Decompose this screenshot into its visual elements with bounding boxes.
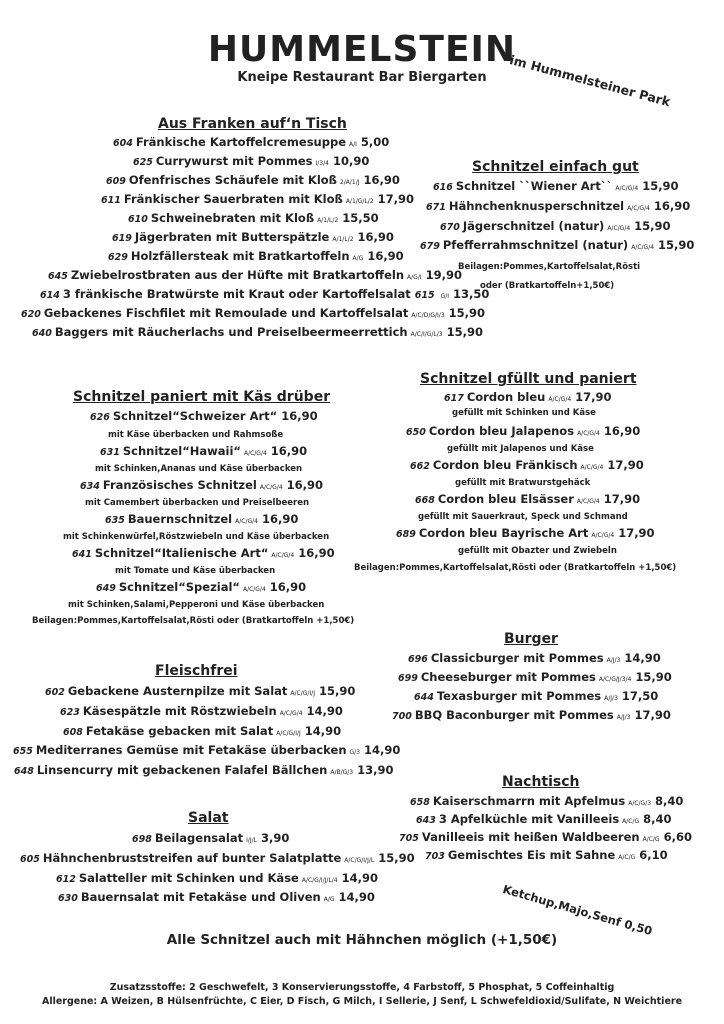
menu-item: 609 Ofenfrisches Schäufele mit Kloß 2/A/1/J 16,90	[106, 173, 400, 187]
section-heading-burger: Burger	[504, 631, 558, 647]
menu-item: 605 Hähnchenbruststreifen auf bunter Salatplatte A/C/G/I/J/L 15,90	[20, 851, 415, 865]
menu-item: 635 Bauernschnitzel A/C/G/4 16,90	[105, 512, 299, 526]
section-heading-einfach: Schnitzel einfach gut	[472, 159, 639, 175]
menu-item: 698 Beilagensalat I/J/L 3,90	[132, 831, 290, 845]
item-description: mit Schinken,Ananas und Käse überbacken	[95, 464, 303, 474]
menu-item: 658 Kaiserschmarrn mit Apfelmus A/C/G/3 8,40	[410, 794, 684, 808]
menu-item: 610 Schweinebraten mit Kloß A/1/L/2 15,50	[128, 211, 379, 225]
item-description: gefüllt mit Jalapenos und Käse	[447, 444, 594, 454]
restaurant-title: HUMMELSTEIN	[207, 29, 517, 70]
item-description: mit Schinkenwürfel,Röstzwiebeln und Käse überbacken	[63, 532, 330, 542]
menu-item: 703 Gemischtes Eis mit Sahne A/C/G 6,10	[425, 848, 668, 862]
section-heading-paniert: Schnitzel paniert mit Käs drüber	[73, 389, 331, 405]
menu-item: 640 Baggers mit Räucherlachs und Preiselbeermeerrettich A/C/I/G/L/3 15,90	[32, 325, 483, 339]
menu-item: 625 Currywurst mit Pommes I/3/4 10,90	[133, 154, 370, 168]
menu-item: 662 Cordon bleu Fränkisch A/C/G/4 17,90	[410, 458, 644, 472]
menu-item: 679 Pfefferrahmschnitzel (natur) A/C/G/4 15,90	[420, 238, 695, 252]
menu-item: 630 Bauernsalat mit Fetakäse und Oliven A/G 14,90	[58, 890, 375, 904]
side-dishes-note: Beilagen:Pommes,Kartoffelsalat,Rösti oder (Bratkartoffeln +1,50€)	[354, 563, 677, 573]
slogan: im Hummelsteiner Park	[508, 52, 673, 110]
section-heading-salat: Salat	[188, 810, 229, 826]
menu-item: 629 Holzfällersteak mit Bratkartoffeln A/G 16,90	[108, 249, 404, 263]
menu-item: 614 3 fränkische Bratwürste mit Kraut oder Kartoffelsalat 615 G/I 13,50	[40, 287, 490, 301]
chicken-option-note: Alle Schnitzel auch mit Hähnchen möglich (+1,50€)	[166, 932, 558, 948]
side-dishes-note: oder (Bratkartoffeln+1,50€)	[480, 281, 615, 291]
menu-item: 611 Fränkischer Sauerbraten mit Kloß A/1/G/L/2 17,90	[101, 192, 415, 206]
menu-item: 668 Cordon bleu Elsässer A/C/G/4 17,90	[415, 492, 641, 506]
additives-legend: Zusatzsstoffe: 2 Geschwefelt, 3 Konservierungsstoffe, 4 Farbstoff, 5 Phosphat, 5 Coffeinhaltig	[109, 982, 615, 993]
menu-item: 602 Gebackene Austernpilze mit Salat A/C/G/I/J 15,90	[45, 684, 356, 698]
menu-item: 623 Käsespätzle mit Röstzwiebeln A/C/G/4 14,90	[60, 704, 343, 718]
menu-item: 643 3 Apfelküchle mit Vanilleeis A/C/G 8,40	[416, 812, 672, 826]
menu-item: 671 Hähnchenknusperschnitzel A/C/G/4 16,90	[426, 199, 691, 213]
menu-item: 616 Schnitzel ``Wiener Art`` A/C/G/4 15,90	[433, 179, 679, 193]
item-description: gefüllt mit Bratwurstgehäck	[455, 478, 591, 488]
item-description: gefüllt mit Sauerkraut, Speck und Schmand	[418, 512, 628, 522]
side-dishes-note: Beilagen:Pommes,Kartoffelsalat,Rösti oder (Bratkartoffeln +1,50€)	[32, 616, 355, 626]
menu-item: 655 Mediterranes Gemüse mit Fetakäse überbacken G/3 14,90	[13, 743, 401, 757]
restaurant-subtitle: Kneipe Restaurant Bar Biergarten	[237, 70, 487, 85]
menu-item: 705 Vanilleeis mit heißen Waldbeeren A/C/G 6,60	[399, 830, 692, 844]
menu-item: 631 Schnitzel“Hawaii“ A/C/G/4 16,90	[100, 444, 308, 458]
menu-item: 617 Cordon bleu A/C/G/4 17,90	[444, 390, 612, 404]
menu-item: 670 Jägerschnitzel (natur) A/C/G/4 15,90	[440, 219, 671, 233]
side-dishes-note: Beilagen:Pommes,Kartoffelsalat,Rösti	[458, 262, 641, 272]
allergens-legend: Allergene: A Weizen, B Hülsenfrüchte, C Eier, D Fisch, G Milch, I Sellerie, J Senf, L Schwefeldioxid/Sulifate, N Weichtiere	[41, 996, 683, 1007]
menu-item: 699 Cheeseburger mit Pommes A/C/G/J/3/4 15,90	[398, 670, 672, 684]
condiments-note: Ketchup,Majo,Senf 0,50	[501, 882, 654, 939]
item-description: gefüllt mit Obazter und Zwiebeln	[458, 546, 617, 556]
menu-item: 648 Linsencurry mit gebackenen Falafel Bällchen A/B/G/3 13,90	[14, 763, 394, 777]
section-heading-fleischfrei: Fleischfrei	[155, 663, 238, 679]
menu-item: 608 Fetakäse gebacken mit Salat A/C/G/I/J 14,90	[63, 724, 342, 738]
item-description: mit Käse überbacken und Rahmsoße	[108, 430, 284, 440]
menu-item: 604 Fränkische Kartoffelcremesuppe A/I 5,00	[113, 135, 390, 149]
menu-item: 626 Schnitzel“Schweizer Art“ 16,90	[90, 409, 318, 423]
section-heading-franken: Aus Franken auf‘n Tisch	[158, 116, 347, 132]
menu-item: 641 Schnitzel“Italienische Art“ A/C/G/4 16,90	[72, 546, 335, 560]
menu-item: 700 BBQ Baconburger mit Pommes A/J/3 17,90	[392, 708, 671, 722]
menu-item: 645 Zwiebelrostbraten aus der Hüfte mit Bratkartoffeln A/G/I 19,90	[48, 268, 463, 282]
item-description: mit Tomate und Käse überbacken	[115, 566, 276, 576]
menu-item: 612 Salatteller mit Schinken und Käse A/C/G/I/J/L/4 14,90	[56, 871, 379, 885]
menu-item: 620 Gebackenes Fischfilet mit Remoulade und Kartoffelsalat A/C/D/G/I/3 15,90	[21, 306, 486, 320]
menu-item: 689 Cordon bleu Bayrische Art A/C/G/4 17,90	[396, 526, 655, 540]
item-description: mit Camembert überbacken und Preiselbeeren	[85, 498, 310, 508]
section-heading-gefuellt: Schnitzel gfüllt und paniert	[420, 371, 637, 387]
menu-item: 649 Schnitzel“Spezial“ A/C/G/4 16,90	[96, 580, 307, 594]
menu-item: 619 Jägerbraten mit Butterspätzle A/1/L/2 16,90	[112, 230, 394, 244]
item-description: gefüllt mit Schinken und Käse	[452, 408, 596, 418]
section-heading-nachtisch: Nachtisch	[502, 774, 580, 790]
menu-item: 644 Texasburger mit Pommes A/J/3 17,50	[414, 689, 659, 703]
item-description: mit Schinken,Salami,Pepperoni und Käse überbacken	[68, 600, 325, 610]
menu-item: 650 Cordon bleu Jalapenos A/C/G/4 16,90	[406, 424, 641, 438]
menu-item: 696 Classicburger mit Pommes A/J/3 14,90	[408, 651, 661, 665]
menu-item: 634 Französisches Schnitzel A/C/G/4 16,90	[80, 478, 324, 492]
